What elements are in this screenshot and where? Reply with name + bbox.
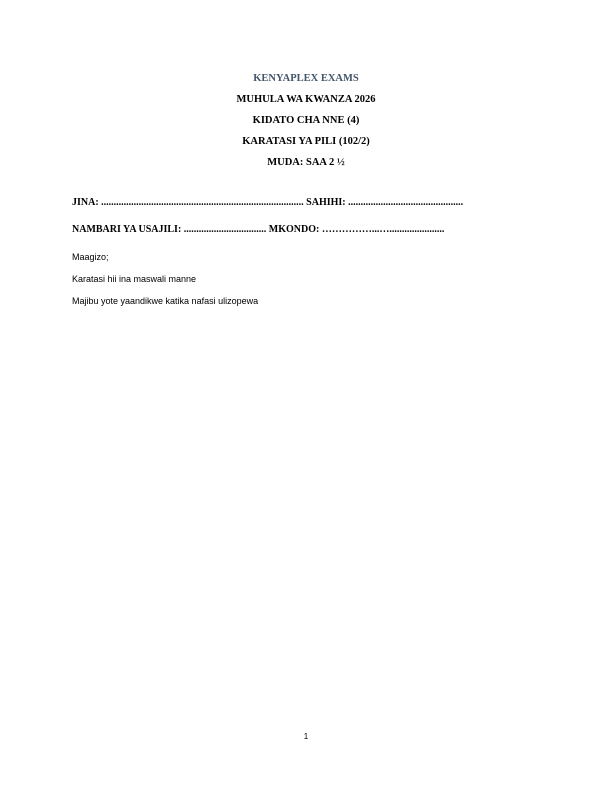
paper-title: KARATASI YA PILI (102/2) <box>242 136 370 147</box>
form-title: KIDATO CHA NNE (4) <box>252 115 360 126</box>
exam-header <box>0 72 612 177</box>
page-number: 1 <box>303 732 309 741</box>
instructions-section <box>72 252 542 318</box>
instruction-item: Karatasi hii ina maswali manne <box>72 274 197 284</box>
instruction-item: Majibu yote yaandikwe katika nafasi ulizopewa <box>72 296 259 306</box>
name-signature-line: JINA: ................................................................................. SAHIHI: .............................................. <box>72 197 464 208</box>
term-title: MUHULA WA KWANZA 2026 <box>236 94 376 105</box>
candidate-fields <box>72 197 542 251</box>
duration-title: MUDA: SAA 2 ½ <box>267 157 345 168</box>
organization-title: KENYAPLEX EXAMS <box>253 73 359 84</box>
instructions-heading: Maagizo; <box>72 252 109 262</box>
admission-stream-line: NAMBARI YA USAJILI: ................................. MKONDO: ……………...…...................... <box>72 224 445 235</box>
